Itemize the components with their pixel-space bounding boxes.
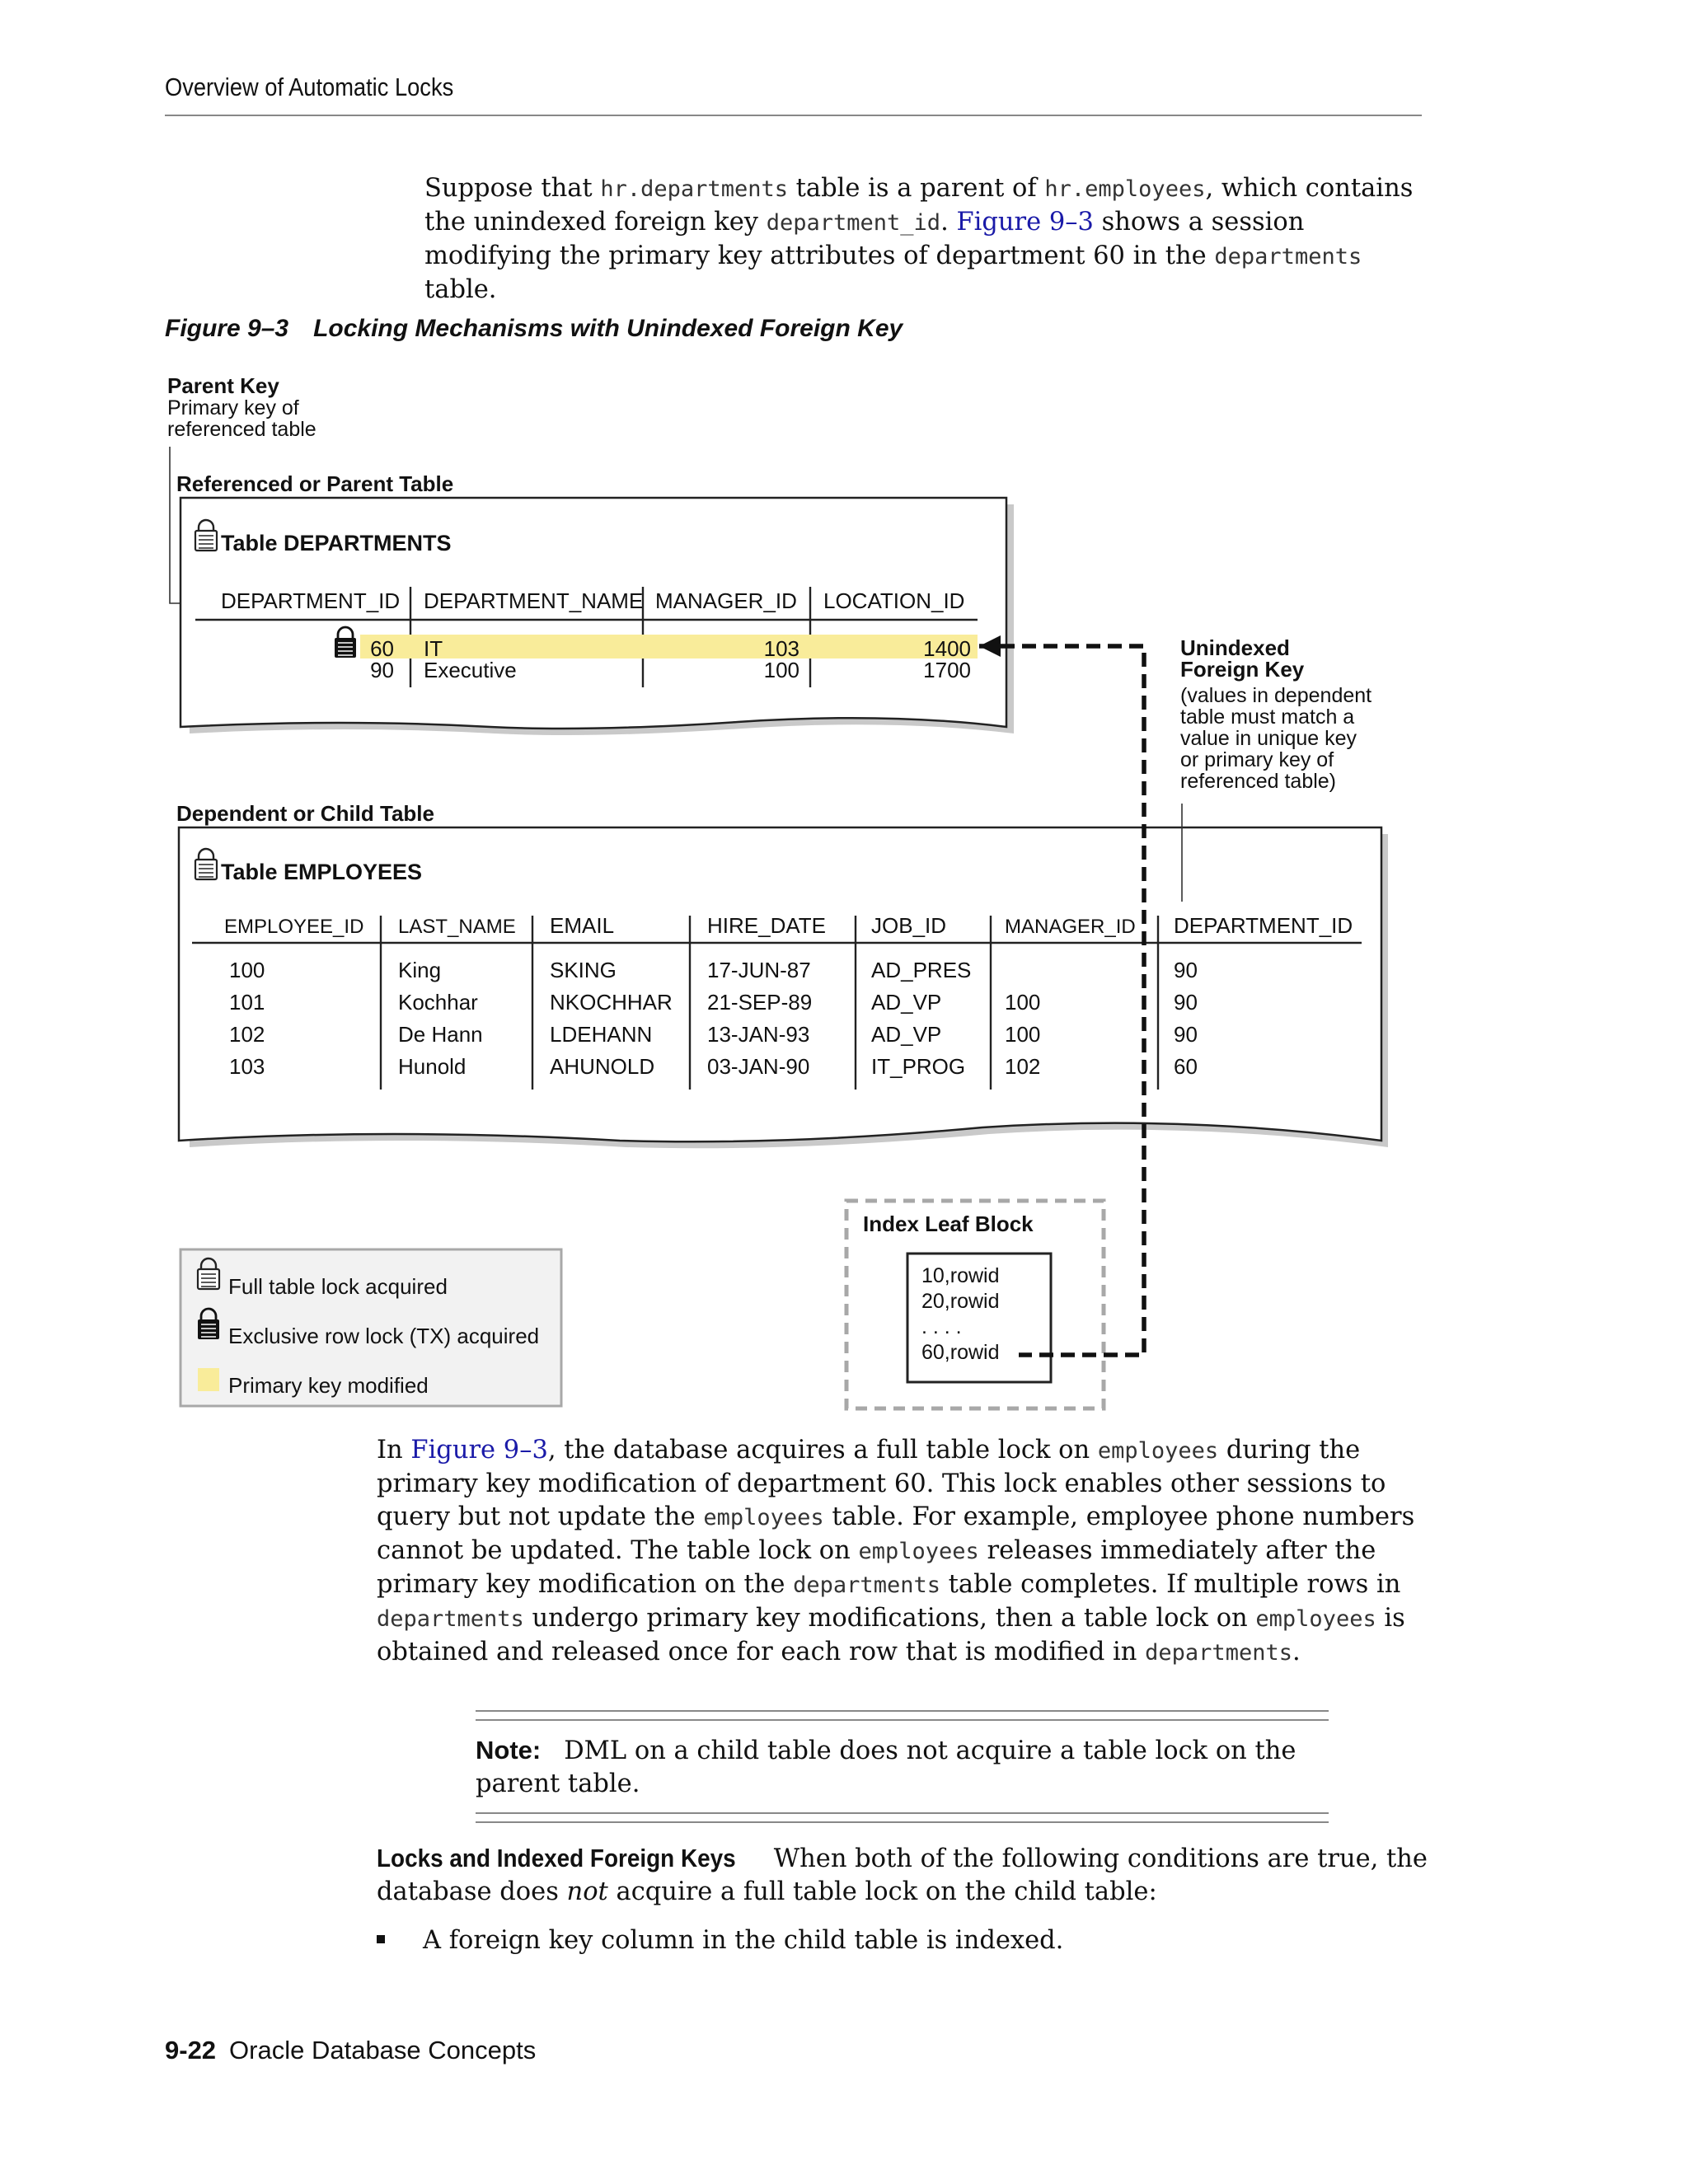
legend-highlight-swatch [198, 1368, 219, 1391]
child-col-header: DEPARTMENT_ID [1174, 913, 1353, 938]
child-cell: 60 [1174, 1054, 1198, 1079]
parent-col-header: LOCATION_ID [823, 588, 965, 613]
code-employees: employees [1097, 1438, 1219, 1464]
figure-number: Figure 9–3 [165, 315, 289, 342]
intro-text: table is a parent of [787, 174, 1045, 203]
code-departments: departments [377, 1606, 524, 1632]
locks-text: When both of the following conditions are true, the database does [377, 1844, 1428, 1906]
fk-note-title: Foreign Key [1180, 657, 1305, 682]
parent-cell: 1700 [923, 658, 971, 682]
parent-cell: IT [424, 636, 443, 661]
body-text: , the database acquires a full table lock on [547, 1436, 1098, 1465]
code-hr-departments: hr.departments [600, 176, 788, 202]
child-cell: AHUNOLD [550, 1054, 655, 1079]
child-cell: 13-JAN-93 [707, 1022, 810, 1047]
intro-text: table. [424, 275, 497, 304]
child-cell: LDEHANN [550, 1022, 653, 1047]
index-entry: 20,rowid [921, 1290, 1000, 1313]
parent-col-header: MANAGER_ID [655, 588, 797, 613]
child-cell: 101 [229, 990, 265, 1015]
child-col-header: LAST_NAME [398, 916, 516, 938]
legend-full-lock: Full table lock acquired [228, 1274, 448, 1299]
child-col-header: EMPLOYEE_ID [224, 916, 364, 938]
intro-text: , which contains the unindexed foreign key [424, 174, 1414, 237]
locks-text: acquire a full table lock on the child table: [607, 1877, 1157, 1906]
intro-text: Suppose that [424, 174, 601, 203]
page-number: 9-22 [165, 2036, 217, 2064]
parent-col-header: DEPARTMENT_ID [221, 588, 401, 613]
note-top-rule [476, 1710, 1329, 1721]
child-cell: King [398, 958, 442, 982]
parent-col-header: DEPARTMENT_NAME [424, 588, 644, 613]
parent-cell: Executive [424, 658, 517, 682]
section-heading: Locks and Indexed Foreign Keys [377, 1844, 736, 1872]
index-entry: . . . . [921, 1315, 962, 1338]
body-text: undergo primary key modifications, then a table lock on [523, 1604, 1256, 1633]
parent-key-line2: referenced table [167, 418, 316, 441]
note-text [476, 1721, 1329, 1812]
locks-paragraph [377, 1842, 1440, 1909]
note-body: DML on a child table does not acquire a table lock on the parent table. [476, 1736, 1296, 1798]
code-employees: employees [1255, 1606, 1376, 1632]
intro-text: shows a session modifying the primary key attributes of department 60 in the [424, 208, 1305, 270]
child-table-name: Table EMPLOYEES [221, 860, 423, 884]
body-text: table. For example, employee phone numbers cannot be updated. The table lock on [377, 1502, 1415, 1565]
parent-cell: 1400 [923, 636, 971, 661]
parent-table-name: Table DEPARTMENTS [221, 531, 452, 555]
parent-key-title: Parent Key [167, 373, 279, 398]
child-cell: 17-JUN-87 [707, 958, 811, 982]
fk-note-title: Unindexed [1180, 635, 1290, 660]
child-col-header: HIRE_DATE [707, 913, 826, 938]
fk-note-line: value in unique key [1180, 727, 1357, 750]
child-cell: 03-JAN-90 [707, 1054, 810, 1079]
body-text: during the primary key modification of department 60. This lock enables other sessions to query but not update the [377, 1436, 1386, 1531]
child-cell: Kochhar [398, 990, 478, 1015]
body-text: . [1292, 1638, 1301, 1666]
note-box [476, 1710, 1329, 1823]
child-cell: 90 [1174, 990, 1198, 1015]
index-leaf-block-title: Index Leaf Block [863, 1212, 1034, 1236]
child-cell: 100 [229, 958, 265, 982]
child-cell: 102 [229, 1022, 265, 1047]
code-employees: employees [703, 1505, 824, 1530]
child-cell: 102 [1005, 1054, 1041, 1079]
body-paragraph [377, 1434, 1440, 1670]
legend-row-lock: Exclusive row lock (TX) acquired [228, 1324, 540, 1348]
child-cell: Hunold [398, 1054, 467, 1079]
code-departments: departments [1214, 244, 1362, 269]
index-entry: 10,rowid [921, 1264, 1000, 1287]
body-text: releases immediately after the primary key modification on the [377, 1536, 1376, 1599]
child-table-section-label: Dependent or Child Table [176, 801, 434, 826]
note-bottom-rule [476, 1812, 1329, 1823]
emphasis-not: not [566, 1877, 608, 1906]
fk-note-line: table must match a [1180, 705, 1355, 729]
running-header: Overview of Automatic Locks [165, 73, 454, 101]
primary-key-highlight [360, 635, 978, 658]
code-departments: departments [793, 1572, 940, 1598]
child-cell: 90 [1174, 1022, 1198, 1047]
fk-note-line: or primary key of [1180, 748, 1334, 771]
figure-link[interactable]: Figure 9–3 [410, 1436, 548, 1465]
index-entry: 60,rowid [921, 1341, 1000, 1364]
code-department-id: department_id [766, 210, 941, 236]
child-cell: AD_VP [871, 990, 942, 1015]
body-text: is obtained and released once for each row that is modified in [377, 1604, 1405, 1666]
child-cell: IT_PROG [871, 1054, 966, 1079]
child-cell: 90 [1174, 958, 1198, 982]
figure-link[interactable]: Figure 9–3 [956, 208, 1094, 237]
parent-cell: 60 [370, 636, 394, 661]
child-cell: 21-SEP-89 [707, 990, 813, 1015]
child-cell: SKING [550, 958, 617, 982]
note-label: Note: [476, 1736, 542, 1765]
child-col-header: EMAIL [550, 913, 615, 938]
child-cell: AD_PRES [871, 958, 972, 982]
child-col-header: JOB_ID [871, 913, 947, 938]
legend-pk-modified: Primary key modified [228, 1373, 429, 1398]
body-text: In [377, 1436, 411, 1465]
child-cell: AD_VP [871, 1022, 942, 1047]
parent-cell: 90 [370, 658, 394, 682]
parent-cell: 100 [763, 658, 799, 682]
code-employees: employees [858, 1539, 979, 1564]
body-text: table completes. If multiple rows in [940, 1570, 1401, 1599]
child-cell: 100 [1005, 990, 1041, 1015]
child-cell: 100 [1005, 1022, 1041, 1047]
page-footer [165, 2036, 536, 2065]
parent-cell: 103 [763, 636, 799, 661]
parent-table-section-label: Referenced or Parent Table [176, 471, 454, 496]
child-cell: NKOCHHAR [550, 990, 673, 1015]
child-cell: 103 [229, 1054, 265, 1079]
child-col-header: MANAGER_ID [1005, 916, 1136, 938]
book-title: Oracle Database Concepts [229, 2036, 537, 2064]
fk-note-line: referenced table) [1180, 770, 1337, 793]
code-hr-employees: hr.employees [1044, 176, 1206, 202]
code-departments: departments [1145, 1640, 1292, 1666]
figure-title: Locking Mechanisms with Unindexed Foreign Key [313, 315, 903, 342]
fk-note-line: (values in dependent [1180, 684, 1372, 707]
intro-text: . [940, 208, 957, 237]
bullet-item [377, 1924, 1063, 1957]
bullet-text: A foreign key column in the child table is indexed. [423, 1926, 1064, 1955]
parent-key-line1: Primary key of [167, 396, 299, 419]
bullet-square-icon [377, 1935, 385, 1943]
child-cell: De Hann [398, 1022, 483, 1047]
